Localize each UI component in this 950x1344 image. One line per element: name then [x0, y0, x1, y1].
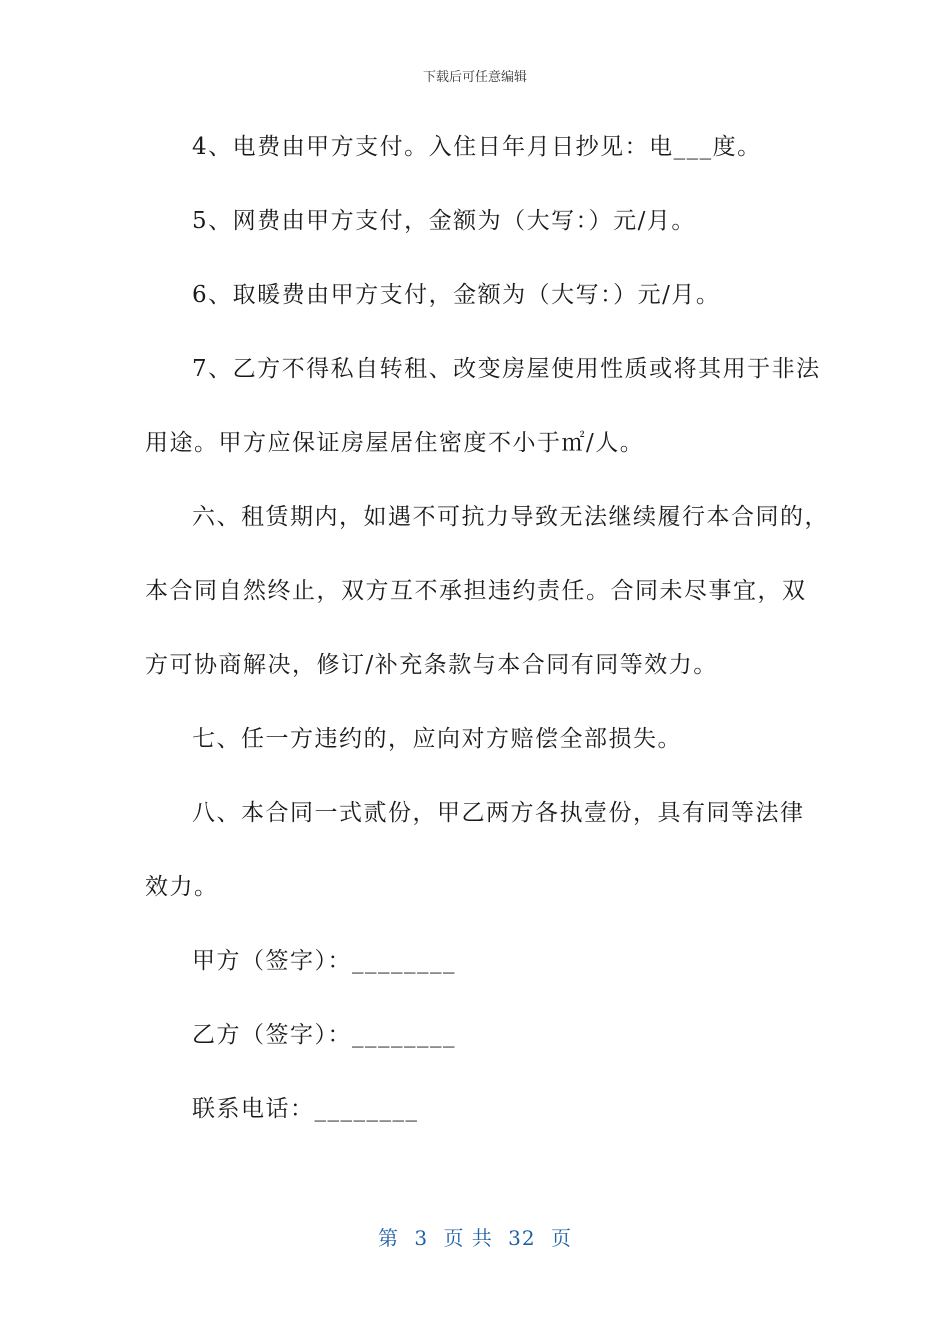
party-b-signature: 乙方（签字）：________: [192, 1022, 456, 1048]
article-6-line-2: 本合同自然终止，双方互不承担违约责任。合同未尽事宜，双: [145, 578, 807, 604]
clause-6-heating: 6、取暖费由甲方支付，金额为（大写：）元/月。: [192, 282, 721, 308]
footer-suffix: 页: [550, 1226, 572, 1250]
footer-current-page: 3: [414, 1226, 429, 1250]
article-6-line-1: 六、租赁期内，如遇不可抗力导致无法继续履行本合同的，: [192, 504, 829, 530]
clause-7-sublet-line-1: 7、乙方不得私自转租、改变房屋使用性质或将其用于非法: [192, 356, 821, 382]
page-number-footer: [0, 1222, 950, 1251]
header-note: 下载后可任意编辑: [422, 70, 527, 85]
article-8-line-1: 八、本合同一式贰份，甲乙两方各执壹份，具有同等法律: [192, 800, 805, 826]
article-7: 七、任一方违约的，应向对方赔偿全部损失。: [192, 726, 682, 752]
article-6-line-3: 方可协商解决，修订/补充条款与本合同有同等效力。: [145, 652, 718, 678]
footer-prefix: 第: [378, 1226, 399, 1250]
footer-total-pages: 32: [508, 1226, 536, 1250]
clause-4-electricity: 4、电费由甲方支付。入住日年月日抄见：电___度。: [192, 134, 762, 160]
footer-mid: 页 共: [443, 1226, 493, 1250]
article-8-line-2: 效力。: [145, 874, 219, 900]
contact-phone: 联系电话：________: [192, 1096, 419, 1122]
party-a-signature: 甲方（签字）：________: [192, 948, 456, 974]
clause-7-sublet-line-2: 用途。甲方应保证房屋居住密度不小于㎡/人。: [145, 430, 645, 456]
clause-5-internet: 5、网费由甲方支付，金额为（大写：）元/月。: [192, 208, 696, 234]
contract-body: [145, 126, 829, 1162]
